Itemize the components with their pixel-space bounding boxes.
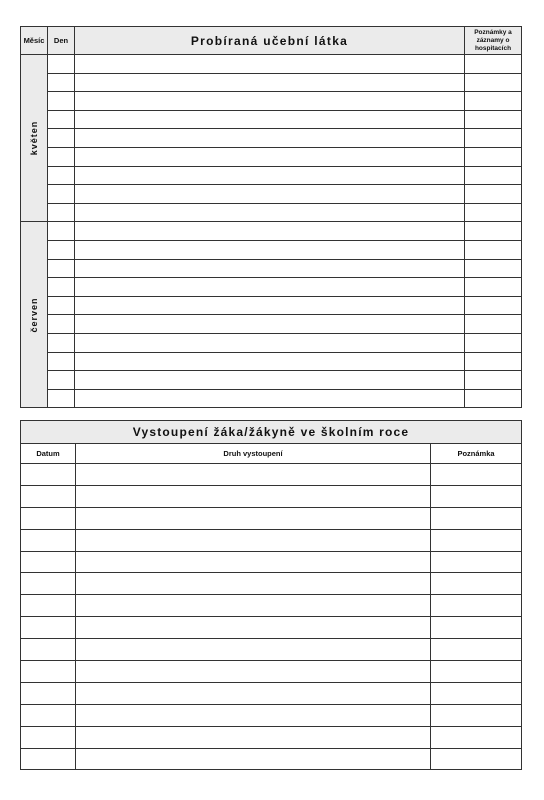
notes-cell[interactable] [465,296,522,315]
lesson-row [21,203,522,222]
performance-row [21,748,522,770]
note-cell[interactable] [431,661,522,683]
notes-cell[interactable] [465,315,522,334]
date-cell[interactable] [21,617,76,639]
performance-type-cell[interactable] [76,573,431,595]
date-cell[interactable] [21,507,76,529]
subject-cell[interactable] [75,315,465,334]
month-cell [21,55,48,222]
performance-type-cell[interactable] [76,551,431,573]
performance-row [21,704,522,726]
date-cell[interactable] [21,661,76,683]
performance-type-cell[interactable] [76,704,431,726]
day-cell[interactable] [48,296,75,315]
performance-type-header: Druh vystoupení [76,444,431,464]
performance-row [21,595,522,617]
notes-cell[interactable] [465,147,522,166]
notes-header: Poznámky a záznamy o hospitacích [465,27,522,55]
day-header: Den [48,27,75,55]
subject-cell[interactable] [75,92,465,111]
bottom-title-row [21,421,522,444]
month-label: červen [29,297,39,333]
notes-cell[interactable] [465,166,522,185]
day-cell[interactable] [48,315,75,334]
notes-cell[interactable] [465,92,522,111]
bottom-table-body [21,464,522,770]
lesson-row [21,278,522,297]
performance-type-cell[interactable] [76,485,431,507]
subject-cell[interactable] [75,352,465,371]
date-cell[interactable] [21,595,76,617]
performance-type-cell[interactable] [76,726,431,748]
performance-table-title: Vystoupení žáka/žákyně ve školním roce [21,421,522,444]
note-cell[interactable] [431,639,522,661]
subject-cell[interactable] [75,259,465,278]
subject-cell[interactable] [75,371,465,390]
notes-cell[interactable] [465,259,522,278]
date-header: Datum [21,444,76,464]
performance-type-cell[interactable] [76,661,431,683]
performance-row [21,682,522,704]
day-cell[interactable] [48,203,75,222]
performance-row [21,573,522,595]
performance-type-cell[interactable] [76,529,431,551]
notes-cell[interactable] [465,110,522,129]
day-cell[interactable] [48,55,75,74]
date-cell[interactable] [21,726,76,748]
performance-type-cell[interactable] [76,464,431,486]
performance-row [21,464,522,486]
note-cell[interactable] [431,507,522,529]
note-cell[interactable] [431,595,522,617]
lesson-row [21,259,522,278]
lesson-row [21,240,522,259]
subject-cell[interactable] [75,55,465,74]
day-cell[interactable] [48,129,75,148]
lesson-row [21,333,522,352]
day-cell[interactable] [48,185,75,204]
notes-cell[interactable] [465,333,522,352]
notes-cell[interactable] [465,55,522,74]
performance-row [21,485,522,507]
notes-cell[interactable] [465,73,522,92]
date-cell[interactable] [21,485,76,507]
day-cell[interactable] [48,73,75,92]
note-header: Poznámka [431,444,522,464]
performance-row [21,507,522,529]
subject-cell[interactable] [75,147,465,166]
notes-cell[interactable] [465,203,522,222]
date-cell[interactable] [21,682,76,704]
performance-row [21,639,522,661]
notes-cell[interactable] [465,185,522,204]
lesson-row [21,352,522,371]
subject-cell[interactable] [75,73,465,92]
notes-cell[interactable] [465,240,522,259]
notes-cell[interactable] [465,352,522,371]
performance-row [21,726,522,748]
lesson-row [21,371,522,390]
day-cell[interactable] [48,240,75,259]
performance-type-cell[interactable] [76,595,431,617]
notes-cell[interactable] [465,278,522,297]
performance-type-cell[interactable] [76,507,431,529]
subject-cell[interactable] [75,333,465,352]
note-cell[interactable] [431,529,522,551]
note-cell[interactable] [431,682,522,704]
lesson-row [21,389,522,408]
date-cell[interactable] [21,748,76,770]
performance-type-cell[interactable] [76,748,431,770]
date-cell[interactable] [21,704,76,726]
lesson-row [21,166,522,185]
subject-cell[interactable] [75,110,465,129]
lesson-row [21,296,522,315]
month-label: květen [29,120,39,156]
date-cell[interactable] [21,639,76,661]
date-cell[interactable] [21,464,76,486]
notes-cell[interactable] [465,129,522,148]
student-performance-table [20,420,522,770]
subject-cell[interactable] [75,296,465,315]
day-cell[interactable] [48,222,75,241]
notes-cell[interactable] [465,389,522,408]
subject-cell[interactable] [75,389,465,408]
date-cell[interactable] [21,573,76,595]
month-header: Měsíc [21,27,48,55]
subject-cell[interactable] [75,185,465,204]
lesson-row [21,147,522,166]
note-cell[interactable] [431,464,522,486]
subject-cell[interactable] [75,166,465,185]
bottom-header-row [21,444,522,464]
note-cell[interactable] [431,748,522,770]
note-cell[interactable] [431,704,522,726]
note-cell[interactable] [431,726,522,748]
subject-cell[interactable] [75,222,465,241]
day-cell[interactable] [48,147,75,166]
note-cell[interactable] [431,485,522,507]
performance-type-cell[interactable] [76,639,431,661]
lesson-row [21,73,522,92]
note-cell[interactable] [431,617,522,639]
performance-row [21,551,522,573]
subject-cell[interactable] [75,278,465,297]
note-cell[interactable] [431,573,522,595]
subject-cell[interactable] [75,203,465,222]
notes-cell[interactable] [465,371,522,390]
performance-row [21,617,522,639]
day-cell[interactable] [48,371,75,390]
date-cell[interactable] [21,551,76,573]
day-cell[interactable] [48,389,75,408]
day-cell[interactable] [48,278,75,297]
day-cell[interactable] [48,333,75,352]
notes-cell[interactable] [465,222,522,241]
performance-type-cell[interactable] [76,617,431,639]
note-cell[interactable] [431,551,522,573]
performance-row [21,661,522,683]
day-cell[interactable] [48,166,75,185]
top-header-row [21,27,522,55]
subject-matter-table [20,26,522,408]
lesson-row [21,55,522,74]
subject-matter-header: Probíraná učební látka [75,27,465,55]
day-cell[interactable] [48,110,75,129]
top-table-body [21,55,522,408]
lesson-row [21,110,522,129]
month-cell [21,222,48,408]
lesson-row [21,129,522,148]
performance-type-cell[interactable] [76,682,431,704]
date-cell[interactable] [21,529,76,551]
lesson-row [21,315,522,334]
day-cell[interactable] [48,92,75,111]
day-cell[interactable] [48,259,75,278]
subject-cell[interactable] [75,240,465,259]
lesson-row [21,92,522,111]
lesson-row [21,185,522,204]
subject-cell[interactable] [75,129,465,148]
day-cell[interactable] [48,352,75,371]
lesson-row [21,222,522,241]
performance-row [21,529,522,551]
